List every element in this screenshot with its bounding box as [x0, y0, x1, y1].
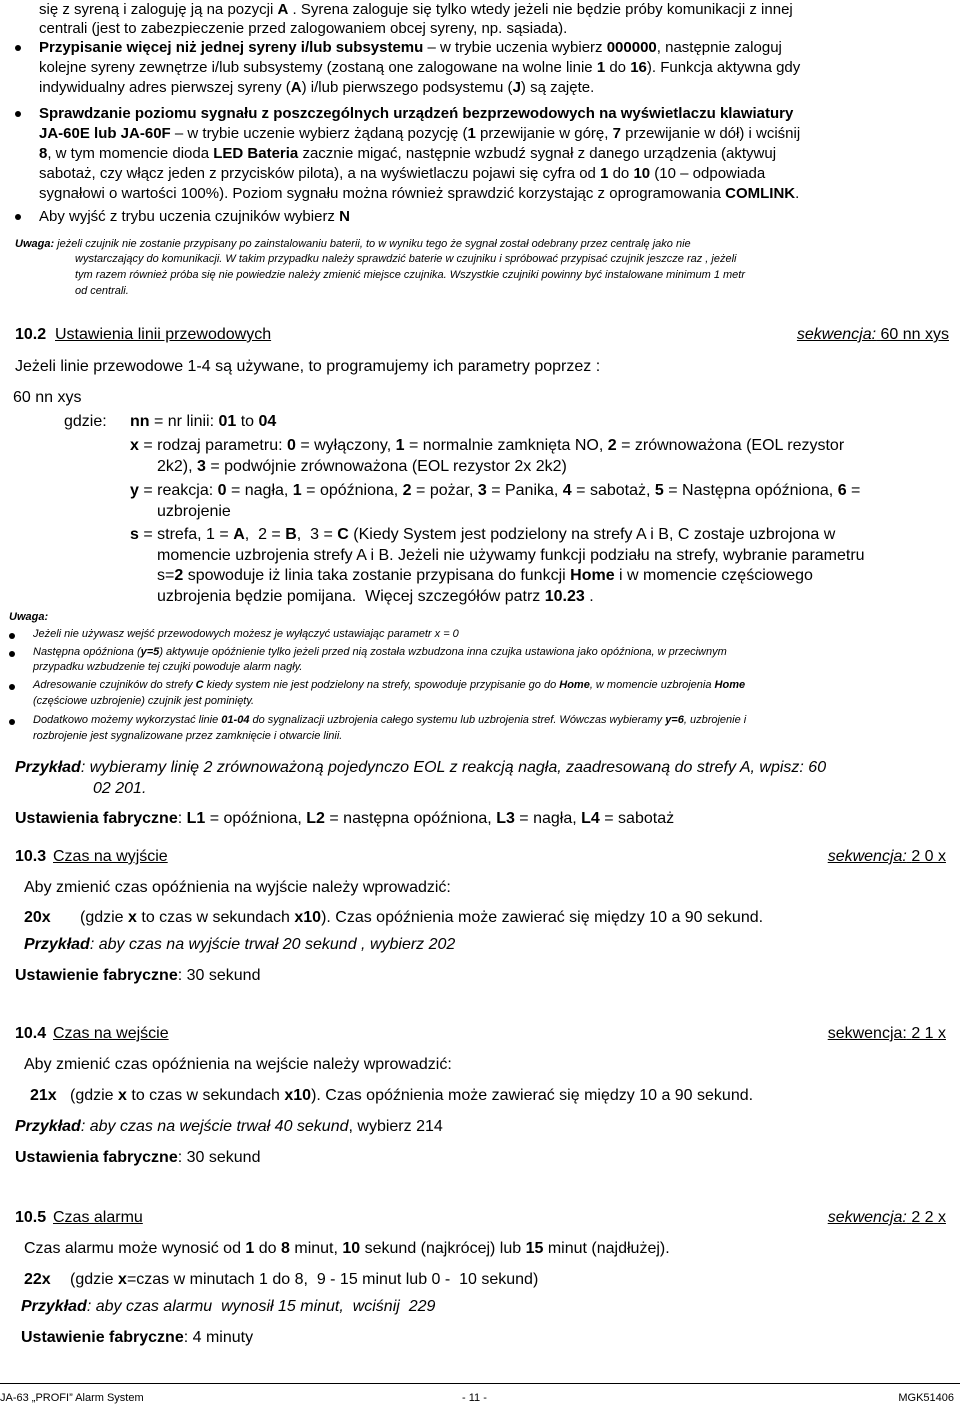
note-line: (częściowe uzbrojenie) czujnik jest pominięty. — [33, 695, 255, 707]
note-line: od centrali. — [75, 285, 129, 297]
example-line: Przykład: aby czas na wyjście trwał 20 sekund , wybierz 202 — [24, 936, 456, 953]
section-sequence: sekwencja: 2 2 x — [827, 1209, 946, 1226]
note-line: Uwaga: jeżeli czujnik nie zostanie przypisany po zainstalowaniu baterii, to w wyniku tego że sygnał został odebrany przez centralę jako nie — [15, 238, 691, 250]
section-heading-10-5 — [15, 1208, 946, 1228]
list-item-line: JA-60E lub JA-60F – w trybie uczenie wybierz żądaną pozycję (1 przewijanie w górę, 7 przewijanie w dół) i wciśnij — [39, 125, 801, 142]
list-item-line: indywidualny adres pierwszej syreny (A) i/lub pierwszego podsystemu (J) są zajęte. — [39, 79, 595, 96]
bullet-icon — [15, 214, 21, 220]
note-line: Następna opóźniona (y=5) aktywuje opóźnienie tylko jeżeli przed nią została wzbudzona inna czujka ustawiona jako opóźniona, w przeciwnym — [33, 646, 727, 658]
bullet-icon — [15, 111, 21, 117]
section-number: 10.2 — [15, 326, 47, 343]
example-line: Przykład: wybieramy linię 2 zrównoważoną pojedynczo EOL z reakcją nagła, zaadresowaną do strefy A, wpisz: 60 — [15, 759, 827, 776]
param-nn: nn = nr linii: 01 to 04 — [130, 413, 277, 430]
factory-settings: Ustawienie fabryczne: 4 minuty — [21, 1329, 254, 1346]
factory-settings: Ustawienie fabryczne: 30 sekund — [15, 967, 261, 984]
section-number: 10.5 — [15, 1209, 47, 1226]
list-item-line: sabotaż, czy włącz jeden z przycisków pilota), a na wyświetlaczu pojawi się cyfra od 1 do 10 (10 – odpowiada — [39, 165, 766, 182]
note-line: przypadku wzbudzenie tej czujki powoduje alarm nagły. — [33, 661, 303, 673]
footer-right: MGK51406 — [898, 1392, 954, 1404]
code-line: 60 nn xys — [13, 389, 82, 406]
uwaga-label: Uwaga: — [9, 611, 49, 623]
code-desc: (gdzie x=czas w minutach 1 do 8, 9 - 15 minut lub 0 - 10 sekund) — [70, 1271, 539, 1288]
bullet-icon — [9, 633, 15, 639]
example-line: Przykład: aby czas na wejście trwał 40 sekund, wybierz 214 — [15, 1118, 443, 1135]
note-line: Adresowanie czujników do strefy C kiedy system nie jest podzielony na strefy, spowoduje przypisanie go do Home, w momencie uzbrojenia Home — [33, 679, 746, 691]
section-title: Czas na wyjście — [53, 848, 168, 865]
section-number: 10.3 — [15, 848, 47, 865]
section-intro: Jeżeli linie przewodowe 1-4 są używane, to programujemy ich parametry poprzez : — [15, 358, 601, 375]
list-item-line: Sprawdzanie poziomu sygnału z poszczególnych urządzeń bezprzewodowych na wyświetlaczu klawiatury — [39, 105, 794, 122]
list-item-line: 8, w tym momencie dioda LED Bateria zacznie migać, następnie wzbudź sygnał z danego urządzenia (aktywuj — [39, 145, 777, 162]
param-y-cont: uzbrojenie — [157, 503, 231, 520]
section-sequence: sekwencja: 60 nn xys — [796, 326, 949, 343]
factory-settings: Ustawienia fabryczne: L1 = opóźniona, L2 = następna opóźniona, L3 = nagła, L4 = sabotaż — [15, 810, 675, 827]
section-sequence: sekwencja: 2 0 x — [827, 848, 946, 865]
note-line: wystarczający do komunikacji. W takim przypadku należy sprawdzić baterie w czujniku i spróbować przypisać czujnik jeszcze raz , jeżeli — [75, 253, 737, 265]
section-intro: Czas alarmu może wynosić od 1 do 8 minut, 10 sekund (najkrócej) lub 15 minut (najdłużej). — [24, 1240, 670, 1257]
bullet-icon — [9, 684, 15, 690]
list-item-line: Przypisanie więcej niż jednej syreny i/lub subsystemu – w trybie uczenia wybierz 000000, następnie zaloguj — [39, 39, 782, 56]
note-line: Jeżeli nie używasz wejść przewodowych możesz je wyłączyć ustawiając parametr x = 0 — [33, 628, 459, 640]
gdzie-label: gdzie: — [64, 413, 107, 430]
example-line: Przykład: aby czas alarmu wynosił 15 minut, wciśnij 229 — [21, 1298, 436, 1315]
list-item-line: sygnałowi o wartości 100%). Poziom sygnału można również sprawdzić korzystając z oprogramowania COMLINK. — [39, 185, 800, 202]
section-heading-10-4 — [15, 1024, 946, 1044]
list-item-line: kolejne syreny zewnętrze i/lub subsystemy (zostaną one zalogowane na wolne linie 1 do 16). Funkcja aktywna gdy — [39, 59, 801, 76]
param-s-cont: momencie uzbrojenia strefy A i B. Jeżeli nie używamy funkcji podziału na strefy, wybranie parametru — [157, 547, 865, 564]
section-number: 10.4 — [15, 1025, 47, 1042]
bullet-icon — [15, 45, 21, 51]
code-desc: (gdzie x to czas w sekundach x10). Czas opóźnienia może zawierać się między 10 a 90 sekund. — [70, 1087, 754, 1104]
section-title: Czas alarmu — [53, 1209, 143, 1226]
code-line: 20x — [24, 909, 51, 926]
section-title: Ustawienia linii przewodowych — [55, 326, 272, 343]
section-intro: Aby zmienić czas opóźnienia na wejście należy wprowadzić: — [24, 1056, 452, 1073]
section-heading-10-3 — [15, 847, 946, 867]
note-line: tym razem również próba się nie powiedzie należy zmienić miejsce czujnika. Wszystkie czujniki powinny być instalowane minimum 1 metr — [75, 269, 746, 281]
list-cont-line: centrali (jest to zabezpieczenie przed zalogowaniem obcej syreny, np. sąsiada). — [39, 20, 568, 37]
note-line: rozbrojenie jest sygnalizowane przez zamknięcie i otwarcie linii. — [33, 730, 343, 742]
code-desc: (gdzie x to czas w sekundach x10). Czas opóźnienia może zawierać się między 10 a 90 sekund. — [80, 909, 764, 926]
section-title: Czas na wejście — [53, 1025, 169, 1042]
section-heading-10-2 — [15, 325, 949, 345]
bullet-icon — [9, 651, 15, 657]
footer-page-number: - 11 - — [462, 1392, 487, 1404]
footer-left: JA-63 „PROFI” Alarm System — [0, 1392, 144, 1404]
code-line: 21x — [30, 1087, 57, 1104]
section-sequence: sekwencja: 2 1 x — [827, 1025, 946, 1042]
param-x: x = rodzaj parametru: 0 = wyłączony, 1 = normalnie zamknięta NO, 2 = zrównoważona (EOL rezystor — [130, 437, 845, 454]
example-line: 02 201. — [93, 780, 147, 797]
section-intro: Aby zmienić czas opóźnienia na wyjście należy wprowadzić: — [24, 879, 451, 896]
param-y: y = reakcja: 0 = nagła, 1 = opóźniona, 2 = pożar, 3 = Panika, 4 = sabotaż, 5 = Następna opóźniona, 6 = — [130, 482, 861, 499]
footer-divider — [0, 1383, 960, 1384]
list-item-line: Aby wyjść z trybu uczenia czujników wybierz N — [39, 208, 350, 225]
param-s-cont: uzbrojenia będzie pomijana. Więcej szczegółów patrz 10.23 . — [157, 588, 594, 605]
factory-settings: Ustawienia fabryczne: 30 sekund — [15, 1149, 261, 1166]
param-s-cont: s=2 spowoduje iż linia taka zostanie przypisana do funkcji Home i w momencie częściowego — [157, 567, 813, 584]
param-s: s = strefa, 1 = A, 2 = B, 3 = C (Kiedy System jest podzielony na strefy A i B, C zostaje uzbrojona w — [130, 526, 836, 543]
bullet-icon — [9, 719, 15, 725]
param-x-cont: 2k2), 3 = podwójnie zrównoważona (EOL rezystor 2x 2k2) — [157, 458, 567, 475]
note-line: Dodatkowo możemy wykorzystać linie 01-04 do sygnalizacji uzbrojenia całego systemu lub uzbrojenia stref. Wówczas wybieramy y=6, uzbrojenie i — [33, 714, 747, 726]
code-line: 22x — [24, 1271, 51, 1288]
list-cont-line: się z syreną i zaloguję ją na pozycji A . Syrena zaloguje się tylko wtedy jeżeli nie będzie próby komunikacji z innej — [39, 1, 793, 18]
